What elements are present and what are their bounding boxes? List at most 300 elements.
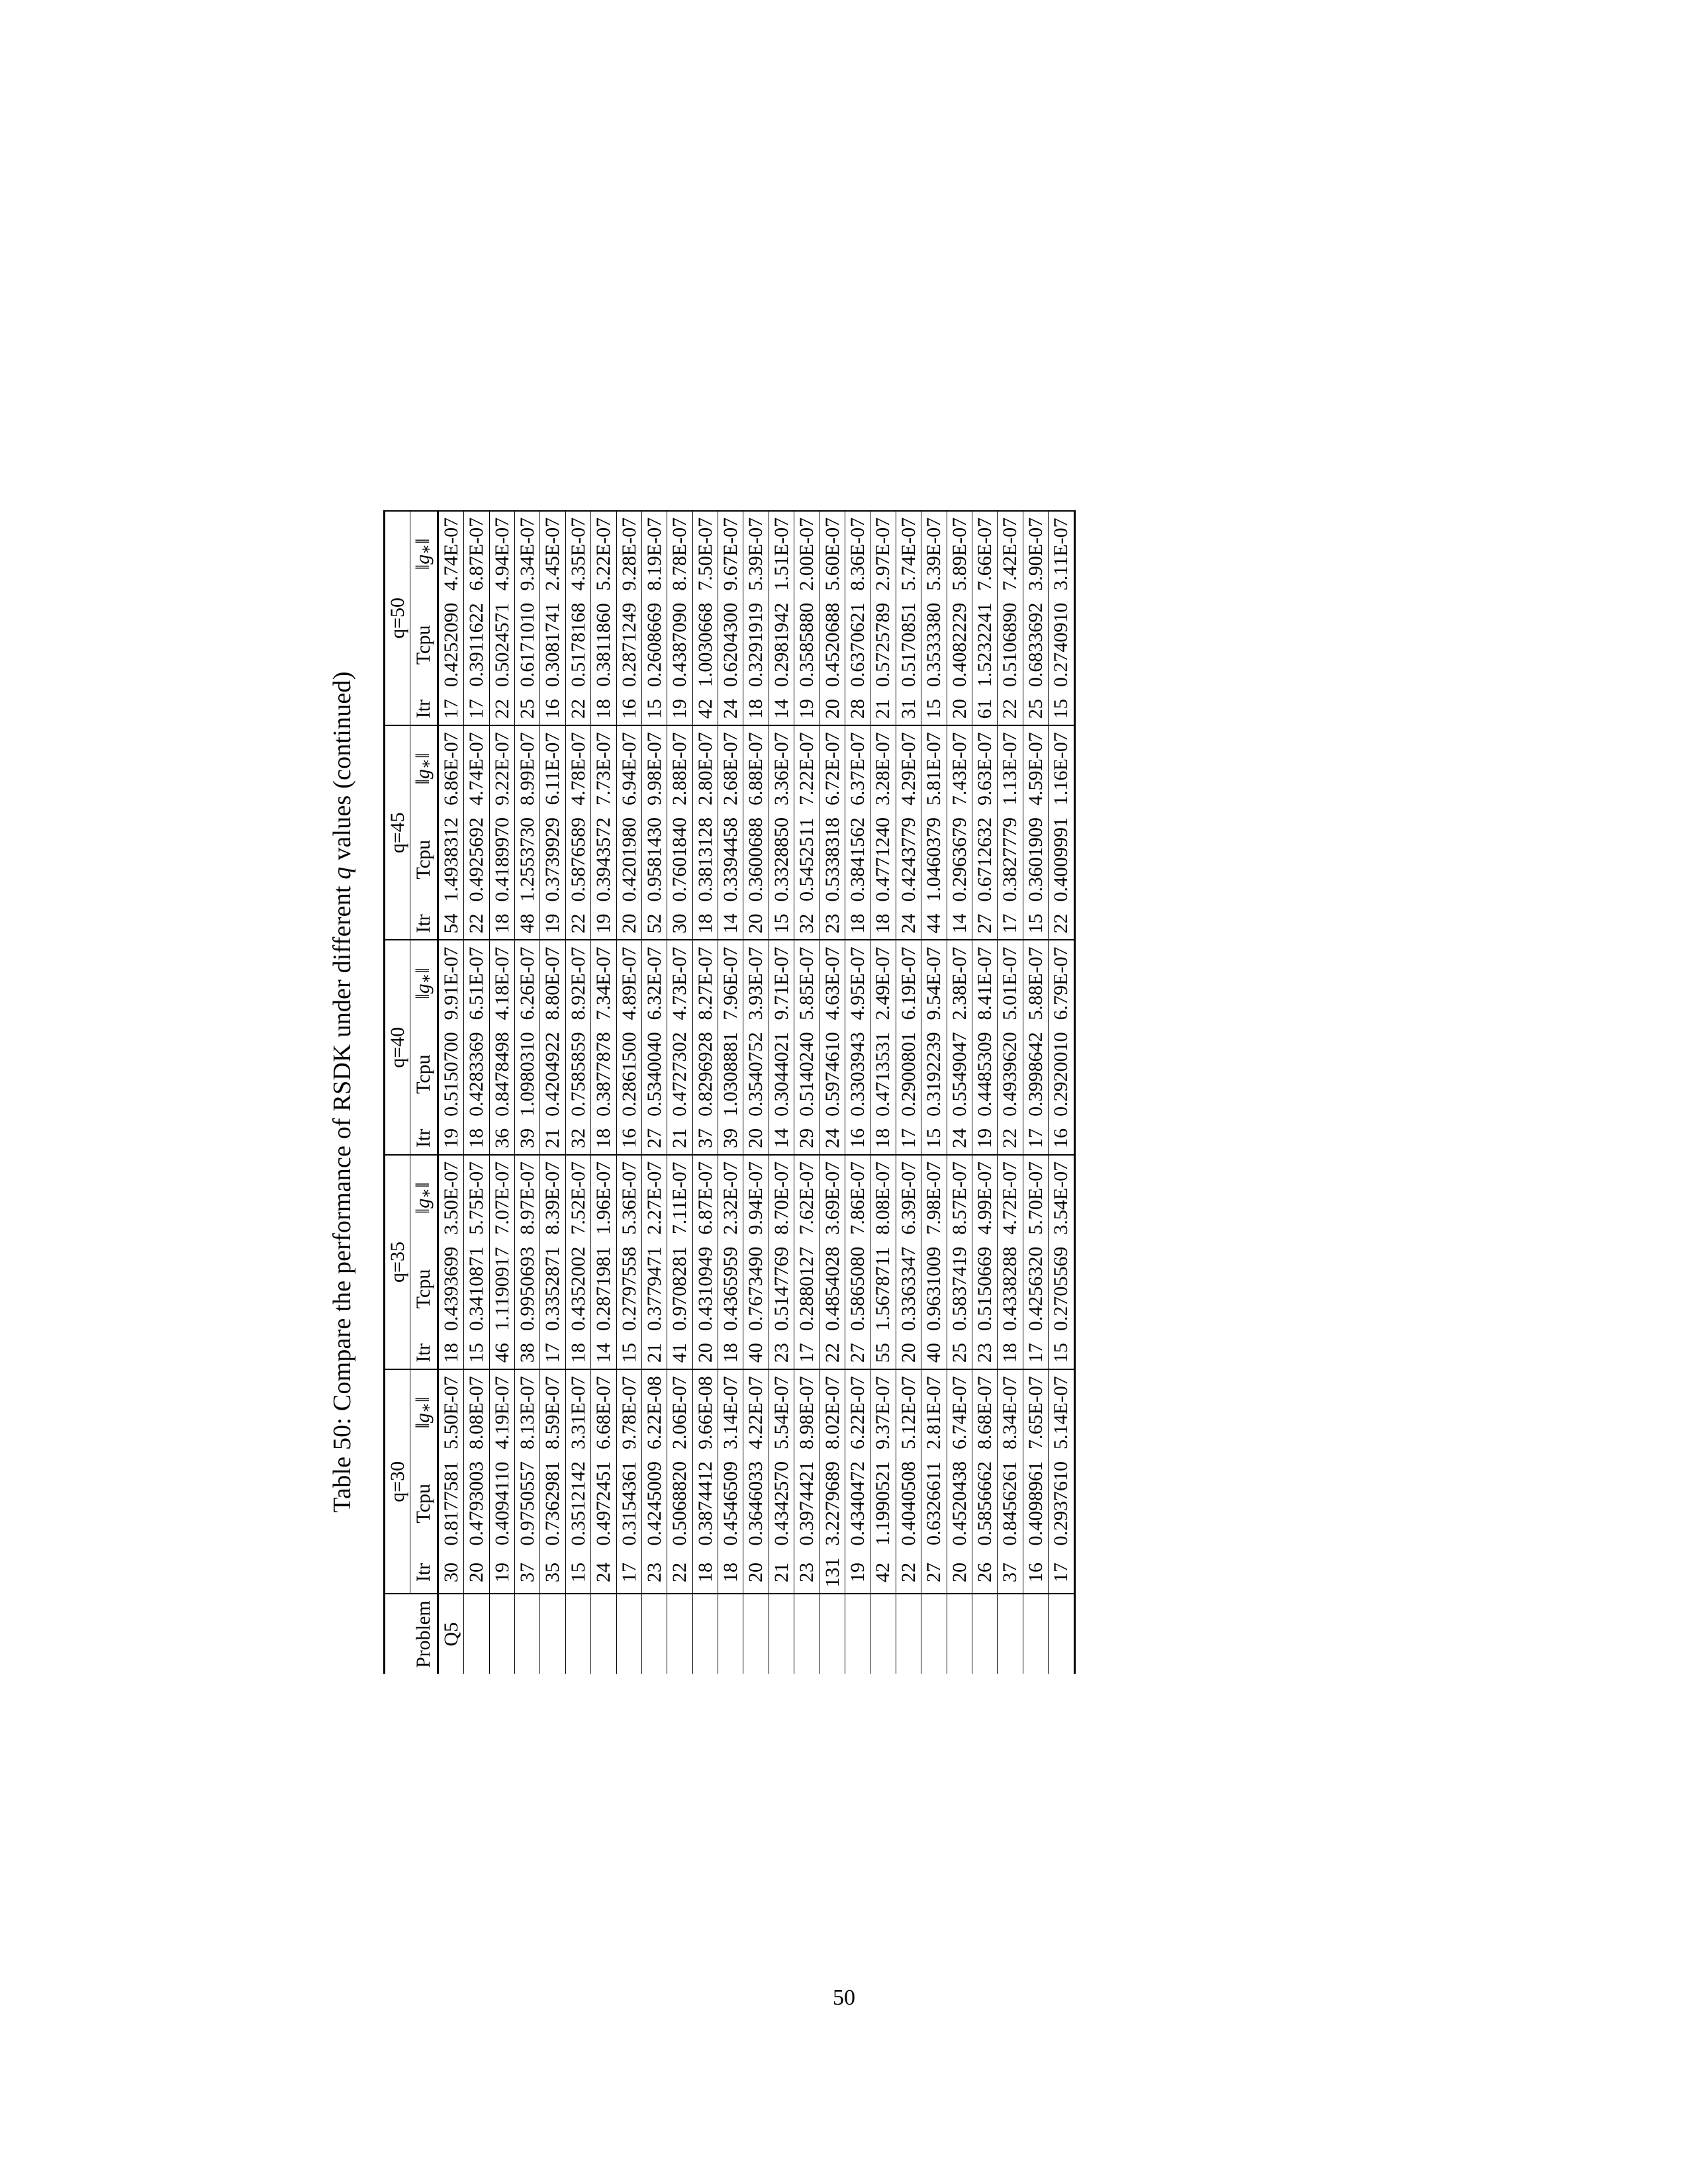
cell-q40-tcpu: 0.4713531 [870,1026,896,1122]
table-row [641,511,667,1674]
table-row [998,511,1023,1674]
cell-q50-gnorm: 8.19E-07 [641,511,667,597]
col-header-q30-itr: Itr [410,1551,438,1594]
cell-q30-tcpu: 0.4342570 [769,1455,794,1552]
cell-q35-tcpu: 1.5678711 [870,1241,896,1338]
cell-q30-itr: 15 [565,1551,590,1594]
cell-q40-itr: 18 [591,1122,616,1155]
results-table [383,510,1076,1674]
cell-q45-gnorm: 6.37E-07 [845,725,870,811]
cell-q35-gnorm: 7.07E-07 [489,1155,514,1241]
cell-q40-tcpu: 0.3998642 [1023,1026,1048,1122]
cell-q45-gnorm: 5.81E-07 [921,725,947,811]
cell-q30-tcpu: 0.4340472 [845,1455,870,1552]
cell-q50-gnorm: 2.97E-07 [870,511,896,597]
cell-q50-itr: 22 [565,693,590,725]
cell-q45-gnorm: 8.99E-07 [514,725,539,811]
cell-q30-tcpu: 1.1990521 [870,1455,896,1552]
cell-problem [947,1594,972,1674]
cell-problem [769,1594,794,1674]
cell-q45-tcpu: 0.5452511 [794,811,820,908]
cell-q50-gnorm: 5.74E-07 [896,511,921,597]
cell-q30-gnorm: 4.19E-07 [489,1369,514,1455]
cell-q50-itr: 18 [743,693,769,725]
cell-q40-tcpu: 0.3877878 [591,1026,616,1122]
cell-q35-itr: 15 [464,1337,489,1369]
cell-q35-gnorm: 5.70E-07 [1023,1155,1048,1241]
cell-q45-gnorm: 4.29E-07 [896,725,921,811]
cell-q45-gnorm: 7.43E-07 [947,725,972,811]
cell-problem [743,1594,769,1674]
cell-q35-gnorm: 5.36E-07 [616,1155,641,1241]
col-header-q40-tcpu: Tcpu [410,1026,438,1122]
table-row [514,511,539,1674]
cell-q35-gnorm: 4.99E-07 [972,1155,998,1241]
cell-q50-itr: 21 [870,693,896,725]
cell-q30-itr: 42 [870,1551,896,1594]
cell-q45-gnorm: 7.22E-07 [794,725,820,811]
cell-q50-itr: 16 [616,693,641,725]
cell-q30-tcpu: 0.6326611 [921,1455,947,1552]
cell-q30-tcpu: 0.9750557 [514,1455,539,1552]
cell-q40-itr: 24 [947,1122,972,1155]
cell-problem [540,1594,565,1674]
cell-q40-gnorm: 9.91E-07 [438,940,463,1026]
cell-q30-gnorm: 5.12E-07 [896,1369,921,1455]
table-row [845,511,870,1674]
cell-q40-tcpu: 0.3044021 [769,1026,794,1122]
cell-q30-tcpu: 0.3154361 [616,1455,641,1552]
cell-q45-gnorm: 4.59E-07 [1023,725,1048,811]
table-row [921,511,947,1674]
cell-q40-gnorm: 6.51E-07 [464,940,489,1026]
cell-q35-gnorm: 7.52E-07 [565,1155,590,1241]
cell-q40-gnorm: 2.49E-07 [870,940,896,1026]
table-body [438,511,1074,1674]
cell-q45-tcpu: 0.9581430 [641,811,667,908]
table-row [947,511,972,1674]
cell-q40-gnorm: 6.26E-07 [514,940,539,1026]
cell-q45-itr: 20 [616,908,641,940]
cell-q35-tcpu: 0.4256320 [1023,1241,1048,1338]
cell-problem [692,1594,718,1674]
cell-q35-tcpu: 0.4310949 [692,1241,718,1338]
cell-q45-gnorm: 6.86E-07 [438,725,463,811]
cell-q45-itr: 30 [667,908,692,940]
cell-q30-gnorm: 4.22E-07 [743,1369,769,1455]
cell-q35-itr: 21 [641,1337,667,1369]
cell-q30-itr: 19 [489,1551,514,1594]
cell-q45-tcpu: 1.4938312 [438,811,463,908]
cell-q35-tcpu: 0.2880127 [794,1241,820,1338]
group-header-q50: q=50 [385,511,410,725]
cell-q50-tcpu: 0.2740910 [1049,597,1074,694]
group-header-spacer [385,1594,410,1674]
cell-q45-tcpu: 0.3813128 [692,811,718,908]
cell-q30-itr: 18 [692,1551,718,1594]
cell-q40-tcpu: 0.3540752 [743,1026,769,1122]
cell-q50-tcpu: 0.6370621 [845,597,870,694]
cell-q50-itr: 31 [896,693,921,725]
cell-q30-tcpu: 3.2279689 [820,1455,845,1552]
cell-q50-tcpu: 1.5232241 [972,597,998,694]
cell-problem [972,1594,998,1674]
cell-q40-tcpu: 0.8478498 [489,1026,514,1122]
cell-q40-itr: 18 [464,1122,489,1155]
cell-q45-tcpu: 1.0460379 [921,811,947,908]
cell-q40-itr: 14 [769,1122,794,1155]
cell-q50-tcpu: 0.6204300 [718,597,743,694]
cell-q45-gnorm: 2.68E-07 [718,725,743,811]
cell-q40-itr: 37 [692,1122,718,1155]
cell-q40-gnorm: 5.01E-07 [998,940,1023,1026]
cell-q50-gnorm: 5.39E-07 [921,511,947,597]
cell-q35-tcpu: 0.3779471 [641,1241,667,1338]
cell-q30-itr: 19 [845,1551,870,1594]
cell-q30-itr: 37 [514,1551,539,1594]
cell-q40-gnorm: 4.95E-07 [845,940,870,1026]
cell-q35-tcpu: 0.5865080 [845,1241,870,1338]
cell-q40-tcpu: 0.4204922 [540,1026,565,1122]
cell-q35-itr: 23 [769,1337,794,1369]
cell-q45-itr: 19 [540,908,565,940]
table-row [692,511,718,1674]
cell-q30-gnorm: 6.22E-08 [641,1369,667,1455]
cell-q50-gnorm: 4.94E-07 [489,511,514,597]
col-header-q35-itr: Itr [410,1337,438,1369]
cell-q50-gnorm: 5.39E-07 [743,511,769,597]
cell-q35-gnorm: 2.32E-07 [718,1155,743,1241]
cell-q40-gnorm: 4.73E-07 [667,940,692,1026]
cell-q35-gnorm: 6.39E-07 [896,1155,921,1241]
cell-q35-tcpu: 0.3363347 [896,1241,921,1338]
cell-q45-itr: 23 [820,908,845,940]
cell-q45-itr: 52 [641,908,667,940]
cell-q50-gnorm: 7.50E-07 [692,511,718,597]
cell-q50-gnorm: 3.11E-07 [1049,511,1074,597]
cell-q40-itr: 18 [870,1122,896,1155]
cell-q40-tcpu: 0.7585859 [565,1026,590,1122]
cell-q30-tcpu: 0.3974421 [794,1455,820,1552]
cell-q50-itr: 18 [591,693,616,725]
table-head [385,511,438,1674]
cell-problem [514,1594,539,1674]
cell-q45-gnorm: 6.94E-07 [616,725,641,811]
cell-q30-gnorm: 8.08E-07 [464,1369,489,1455]
cell-q35-gnorm: 7.11E-07 [667,1155,692,1241]
cell-q35-gnorm: 8.39E-07 [540,1155,565,1241]
cell-q45-gnorm: 6.72E-07 [820,725,845,811]
cell-q30-gnorm: 6.68E-07 [591,1369,616,1455]
cell-q45-itr: 19 [591,908,616,940]
cell-q50-tcpu: 0.5725789 [870,597,896,694]
table-row [667,511,692,1674]
cell-q35-itr: 27 [845,1337,870,1369]
col-header-q35-tcpu: Tcpu [410,1241,438,1338]
cell-q50-gnorm: 9.67E-07 [718,511,743,597]
cell-q45-gnorm: 1.13E-07 [998,725,1023,811]
cell-q30-itr: 131 [820,1551,845,1594]
cell-q50-gnorm: 5.60E-07 [820,511,845,597]
cell-q45-tcpu: 0.4925692 [464,811,489,908]
cell-q40-itr: 17 [1023,1122,1048,1155]
cell-q40-tcpu: 0.5340040 [641,1026,667,1122]
cell-q35-itr: 17 [540,1337,565,1369]
cell-q50-itr: 15 [921,693,947,725]
cell-q30-itr: 37 [998,1551,1023,1594]
cell-q50-tcpu: 0.3911622 [464,597,489,694]
cell-q40-gnorm: 3.93E-07 [743,940,769,1026]
cell-q50-itr: 25 [1023,693,1048,725]
cell-q35-itr: 15 [1049,1337,1074,1369]
cell-q45-tcpu: 0.3601909 [1023,811,1048,908]
cell-q35-tcpu: 0.4338288 [998,1241,1023,1338]
cell-q30-gnorm: 8.59E-07 [540,1369,565,1455]
cell-q45-tcpu: 0.3394458 [718,811,743,908]
cell-q50-tcpu: 0.5106890 [998,597,1023,694]
table-caption [328,671,357,1512]
cell-q45-gnorm: 2.88E-07 [667,725,692,811]
cell-q40-tcpu: 0.2920010 [1049,1026,1074,1122]
col-header-q35-gnorm: ‖g∗‖ [410,1155,438,1241]
cell-q35-gnorm: 7.98E-07 [921,1155,947,1241]
cell-q50-gnorm: 6.87E-07 [464,511,489,597]
cell-q45-gnorm: 1.16E-07 [1049,725,1074,811]
cell-q35-itr: 40 [743,1337,769,1369]
cell-q35-gnorm: 8.97E-07 [514,1155,539,1241]
cell-q30-gnorm: 5.54E-07 [769,1369,794,1455]
cell-q35-gnorm: 7.86E-07 [845,1155,870,1241]
table-row [972,511,998,1674]
cell-q30-itr: 20 [464,1551,489,1594]
cell-q45-tcpu: 0.4201980 [616,811,641,908]
cell-q30-itr: 26 [972,1551,998,1594]
cell-q45-itr: 18 [489,908,514,940]
cell-q40-itr: 17 [896,1122,921,1155]
cell-q35-tcpu: 0.4352002 [565,1241,590,1338]
cell-q35-itr: 20 [896,1337,921,1369]
cell-q45-itr: 14 [947,908,972,940]
cell-problem [667,1594,692,1674]
cell-q45-itr: 22 [464,908,489,940]
cell-q40-gnorm: 9.71E-07 [769,940,794,1026]
cell-q40-gnorm: 6.79E-07 [1049,940,1074,1026]
cell-problem [1023,1594,1048,1674]
cell-q40-itr: 29 [794,1122,820,1155]
cell-q40-tcpu: 0.4939620 [998,1026,1023,1122]
cell-q35-tcpu: 1.1190917 [489,1241,514,1338]
cell-q40-tcpu: 0.8296928 [692,1026,718,1122]
cell-q45-tcpu: 0.3328850 [769,811,794,908]
cell-q35-itr: 38 [514,1337,539,1369]
cell-q40-gnorm: 8.80E-07 [540,940,565,1026]
cell-q40-itr: 32 [565,1122,590,1155]
cell-q30-itr: 35 [540,1551,565,1594]
cell-q50-tcpu: 0.2608669 [641,597,667,694]
cell-q50-gnorm: 7.42E-07 [998,511,1023,597]
cell-q45-gnorm: 6.88E-07 [743,725,769,811]
cell-q30-gnorm: 6.74E-07 [947,1369,972,1455]
cell-q50-tcpu: 1.0030668 [692,597,718,694]
cell-problem [489,1594,514,1674]
cell-q35-gnorm: 8.70E-07 [769,1155,794,1241]
cell-q35-gnorm: 3.69E-07 [820,1155,845,1241]
cell-q45-tcpu: 1.2553730 [514,811,539,908]
cell-q35-itr: 55 [870,1337,896,1369]
cell-q50-itr: 17 [464,693,489,725]
cell-q35-gnorm: 7.62E-07 [794,1155,820,1241]
cell-q40-itr: 16 [1049,1122,1074,1155]
cell-q30-gnorm: 3.14E-07 [718,1369,743,1455]
cell-q50-gnorm: 9.34E-07 [514,511,539,597]
cell-q35-tcpu: 0.7673490 [743,1241,769,1338]
rotated-table-page [328,331,1360,1853]
cell-q50-itr: 22 [489,693,514,725]
cell-q40-gnorm: 4.18E-07 [489,940,514,1026]
cell-q45-tcpu: 0.2963679 [947,811,972,908]
cell-q35-gnorm: 1.96E-07 [591,1155,616,1241]
cell-q45-gnorm: 9.63E-07 [972,725,998,811]
cell-q50-tcpu: 0.2981942 [769,597,794,694]
cell-q45-gnorm: 4.74E-07 [464,725,489,811]
group-header-q30: q=30 [385,1369,410,1594]
cell-q50-tcpu: 0.5170851 [896,597,921,694]
table-row [743,511,769,1674]
cell-q30-tcpu: 0.4094110 [489,1455,514,1552]
cell-q45-tcpu: 0.5876589 [565,811,590,908]
cell-q30-tcpu: 0.5068820 [667,1455,692,1552]
cell-q40-itr: 27 [641,1122,667,1155]
cell-q30-gnorm: 3.31E-07 [565,1369,590,1455]
cell-q35-gnorm: 3.50E-07 [438,1155,463,1241]
cell-problem [641,1594,667,1674]
cell-q30-itr: 23 [641,1551,667,1594]
cell-q45-gnorm: 3.36E-07 [769,725,794,811]
cell-q35-tcpu: 0.9708281 [667,1241,692,1338]
cell-q40-tcpu: 0.3303943 [845,1026,870,1122]
table-row [565,511,590,1674]
cell-q30-itr: 22 [896,1551,921,1594]
cell-problem [616,1594,641,1674]
cell-q50-itr: 15 [641,693,667,725]
cell-q50-gnorm: 5.89E-07 [947,511,972,597]
col-header-q30-tcpu: Tcpu [410,1455,438,1552]
cell-q40-tcpu: 0.5150700 [438,1026,463,1122]
cell-q35-itr: 22 [820,1337,845,1369]
cell-q40-itr: 36 [489,1122,514,1155]
cell-q35-tcpu: 0.2797558 [616,1241,641,1338]
table-row [896,511,921,1674]
cell-q50-itr: 19 [794,693,820,725]
cell-q50-tcpu: 0.3811860 [591,597,616,694]
cell-q50-itr: 28 [845,693,870,725]
cell-q45-itr: 32 [794,908,820,940]
cell-q40-itr: 16 [845,1122,870,1155]
cell-q30-gnorm: 5.14E-07 [1049,1369,1074,1455]
cell-q35-itr: 18 [565,1337,590,1369]
cell-q45-gnorm: 9.22E-07 [489,725,514,811]
cell-q30-itr: 23 [794,1551,820,1594]
cell-q30-tcpu: 0.2937610 [1049,1455,1074,1552]
cell-problem [591,1594,616,1674]
cell-q40-tcpu: 0.4727302 [667,1026,692,1122]
cell-q30-gnorm: 6.22E-07 [845,1369,870,1455]
cell-q30-tcpu: 0.7362981 [540,1455,565,1552]
cell-q40-gnorm: 5.88E-07 [1023,940,1048,1026]
col-header-q50-itr: Itr [410,693,438,725]
cell-q45-tcpu: 0.3739929 [540,811,565,908]
cell-q50-gnorm: 5.22E-07 [591,511,616,597]
cell-q40-gnorm: 4.89E-07 [616,940,641,1026]
cell-q30-itr: 18 [718,1551,743,1594]
col-header-q45-tcpu: Tcpu [410,811,438,908]
cell-q30-gnorm: 5.50E-07 [438,1369,463,1455]
cell-problem: Q5 [438,1594,463,1674]
cell-q45-itr: 15 [1023,908,1048,940]
cell-q35-itr: 14 [591,1337,616,1369]
cell-q35-gnorm: 2.27E-07 [641,1155,667,1241]
table-row [769,511,794,1674]
cell-q30-itr: 30 [438,1551,463,1594]
cell-q50-itr: 61 [972,693,998,725]
table-row [820,511,845,1674]
cell-q40-itr: 16 [616,1122,641,1155]
cell-problem [1049,1594,1074,1674]
cell-q45-itr: 44 [921,908,947,940]
cell-q40-itr: 20 [743,1122,769,1155]
cell-q30-itr: 21 [769,1551,794,1594]
cell-q40-gnorm: 7.34E-07 [591,940,616,1026]
cell-q45-gnorm: 2.80E-07 [692,725,718,811]
cell-q40-gnorm: 8.27E-07 [692,940,718,1026]
cell-q30-tcpu: 0.4972451 [591,1455,616,1552]
cell-q45-itr: 14 [718,908,743,940]
cell-problem [718,1594,743,1674]
cell-q35-tcpu: 0.4854028 [820,1241,845,1338]
group-header-row [385,511,410,1674]
cell-q40-tcpu: 0.5140240 [794,1026,820,1122]
cell-q50-tcpu: 0.3533380 [921,597,947,694]
cell-q35-itr: 46 [489,1337,514,1369]
cell-q40-itr: 19 [972,1122,998,1155]
table-row [794,511,820,1674]
cell-q40-gnorm: 7.96E-07 [718,940,743,1026]
cell-q35-itr: 41 [667,1337,692,1369]
cell-q45-itr: 18 [870,908,896,940]
cell-q35-tcpu: 0.5150669 [972,1241,998,1338]
cell-q30-tcpu: 0.4098961 [1023,1455,1048,1552]
cell-q50-itr: 17 [438,693,463,725]
cell-q40-gnorm: 9.54E-07 [921,940,947,1026]
cell-q45-itr: 24 [896,908,921,940]
cell-q30-gnorm: 8.02E-07 [820,1369,845,1455]
table-row [464,511,489,1674]
cell-q35-tcpu: 0.5837419 [947,1241,972,1338]
cell-q50-gnorm: 4.35E-07 [565,511,590,597]
cell-q30-tcpu: 0.4040508 [896,1455,921,1552]
cell-q30-tcpu: 0.3874412 [692,1455,718,1552]
cell-q50-itr: 15 [1049,693,1074,725]
cell-q50-tcpu: 0.3081741 [540,597,565,694]
cell-q45-itr: 15 [769,908,794,940]
cell-q35-itr: 40 [921,1337,947,1369]
cell-q30-itr: 22 [667,1551,692,1594]
cell-q35-tcpu: 0.9950693 [514,1241,539,1338]
table-row [1049,511,1074,1674]
cell-q45-itr: 54 [438,908,463,940]
cell-q30-gnorm: 8.68E-07 [972,1369,998,1455]
cell-q50-tcpu: 0.6171010 [514,597,539,694]
